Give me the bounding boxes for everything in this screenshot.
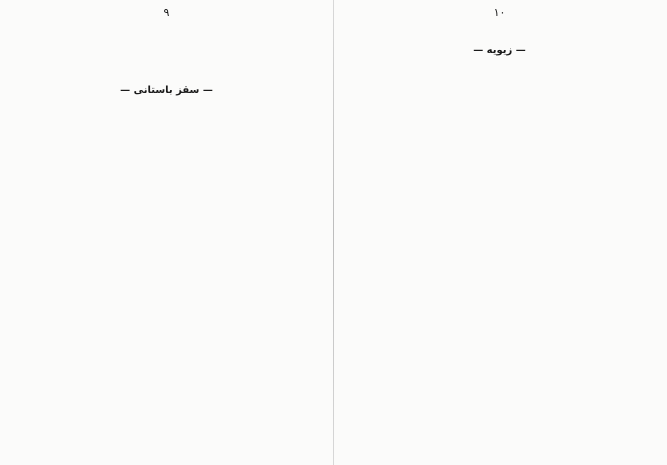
paragraph xyxy=(20,22,313,36)
paragraph xyxy=(20,42,313,56)
paragraph xyxy=(353,22,646,36)
paragraph xyxy=(353,87,646,101)
section-heading: — سقز باستانی — xyxy=(120,85,213,96)
section-heading: — زیویه — xyxy=(473,45,526,56)
paragraph xyxy=(353,67,646,81)
paragraph xyxy=(353,107,646,121)
page-number: ۹ xyxy=(163,6,170,19)
page-number: ۱۰ xyxy=(493,6,506,19)
paragraph xyxy=(20,62,313,76)
text-column xyxy=(20,22,313,121)
paragraph xyxy=(20,107,313,121)
text-column xyxy=(353,22,646,121)
right-page xyxy=(333,0,666,465)
left-page xyxy=(0,0,333,465)
